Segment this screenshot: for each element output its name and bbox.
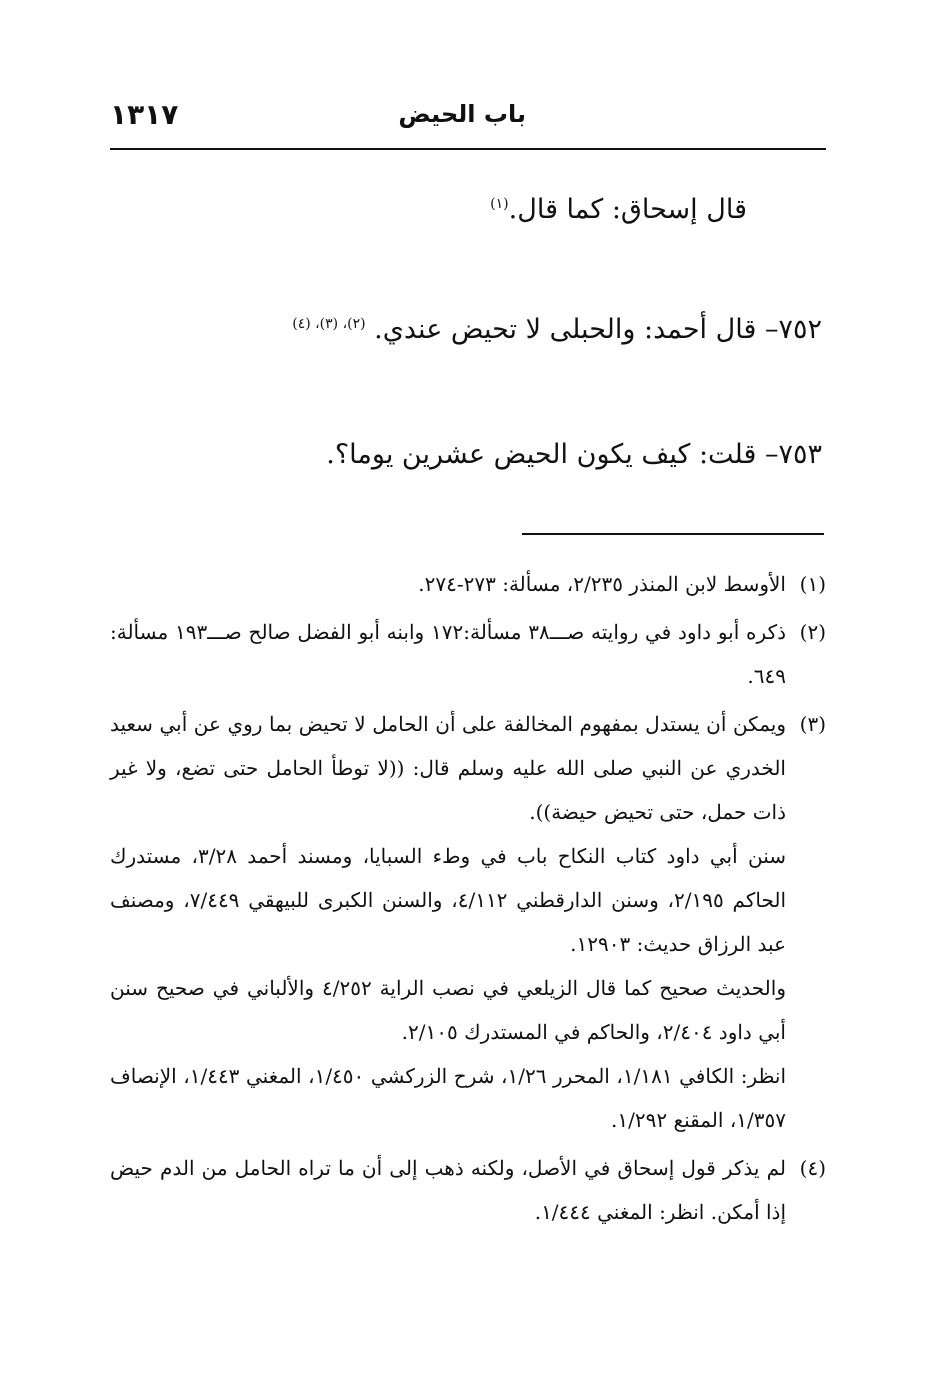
- footnote-paragraph: لم يذكر قول إسحاق في الأصل، ولكنه ذهب إلى أن ما تراه الحامل من الدم حيض إذا أمكن. انظر: المغني ١/٤٤٤.: [110, 1156, 786, 1224]
- footnote-number: (٤): [799, 1156, 826, 1180]
- footnote-3: [110, 702, 826, 1142]
- footnote-paragraph: ذكره أبو داود في روايته صـــ٣٨ مسألة:١٧٢ وابنه أبو الفضل صالح صـــ١٩٣ مسألة: ٦٤٩.: [110, 620, 786, 688]
- footnotes: [110, 562, 826, 1238]
- body-paragraph-753: [326, 435, 822, 475]
- footnote-refs: (٢)، (٣)، (٤): [292, 316, 366, 332]
- footnote-paragraph: الأوسط لابن المنذر ٢/٢٣٥، مسألة: ٢٧٣-٢٧٤.: [418, 572, 786, 596]
- footnote-separator: [522, 533, 824, 535]
- paragraph-text: ٧٥٣– قلت: كيف يكون الحيض عشرين يوما؟.: [326, 439, 822, 470]
- body-paragraph-752: [292, 310, 822, 350]
- footnote-ref: (١): [490, 196, 509, 212]
- paragraph-text: قال إسحاق: كما قال.: [508, 194, 747, 225]
- footnote-paragraph: انظر: الكافي ١/١٨١، المحرر ١/٢٦، شرح الزركشي ١/٤٥٠، المغني ١/٤٤٣، الإنصاف ١/٣٥٧، المقنع ١/٢٩٢.: [110, 1064, 787, 1132]
- running-title: باب الحيض: [398, 100, 526, 128]
- footnote-paragraph: ويمكن أن يستدل بمفهوم المخالفة على أن الحامل لا تحيض بما روي عن أبي سعيد الخدري عن النبي صلى الله عليه وسلم قال: ((لا توطأ الحامل حتى تضع، ولا غير ذات حمل، حتى تحيض حيضة)).: [110, 712, 786, 824]
- footnote-text: [110, 610, 786, 698]
- page-header: [110, 98, 826, 146]
- footnote-paragraph: سنن أبي داود كتاب النكاح باب في وطء السبايا، ومسند أحمد ٣/٢٨، مستدرك الحاكم ٢/١٩٥، وسنن الدارقطني ٤/١١٢، والسنن الكبرى للبيهقي ٧/٤٤٩، ومصنف عبد الرزاق حديث: ١٢٩٠٣.: [110, 844, 787, 956]
- paragraph-text: ٧٥٢– قال أحمد: والحبلى لا تحيض عندي.: [374, 314, 822, 345]
- body-paragraph-ishaq: [490, 190, 747, 230]
- footnote-text: [110, 702, 786, 1142]
- footnote-4: [110, 1146, 826, 1234]
- page-number: ١٣١٧: [110, 98, 179, 131]
- footnote-text: [110, 562, 786, 606]
- footnote-2: [110, 610, 826, 698]
- footnote-number: (١): [799, 572, 826, 596]
- footnote-number: (٣): [799, 712, 826, 736]
- footnote-text: [110, 1146, 786, 1234]
- header-rule: [110, 148, 826, 150]
- footnote-paragraph: والحديث صحيح كما قال الزيلعي في نصب الراية ٤/٢٥٢ والألباني في صحيح سنن أبي داود ٢/٤٠٤، والحاكم في المستدرك ٢/١٠٥.: [110, 976, 786, 1044]
- footnote-number: (٢): [799, 620, 826, 644]
- footnote-1: [110, 562, 826, 606]
